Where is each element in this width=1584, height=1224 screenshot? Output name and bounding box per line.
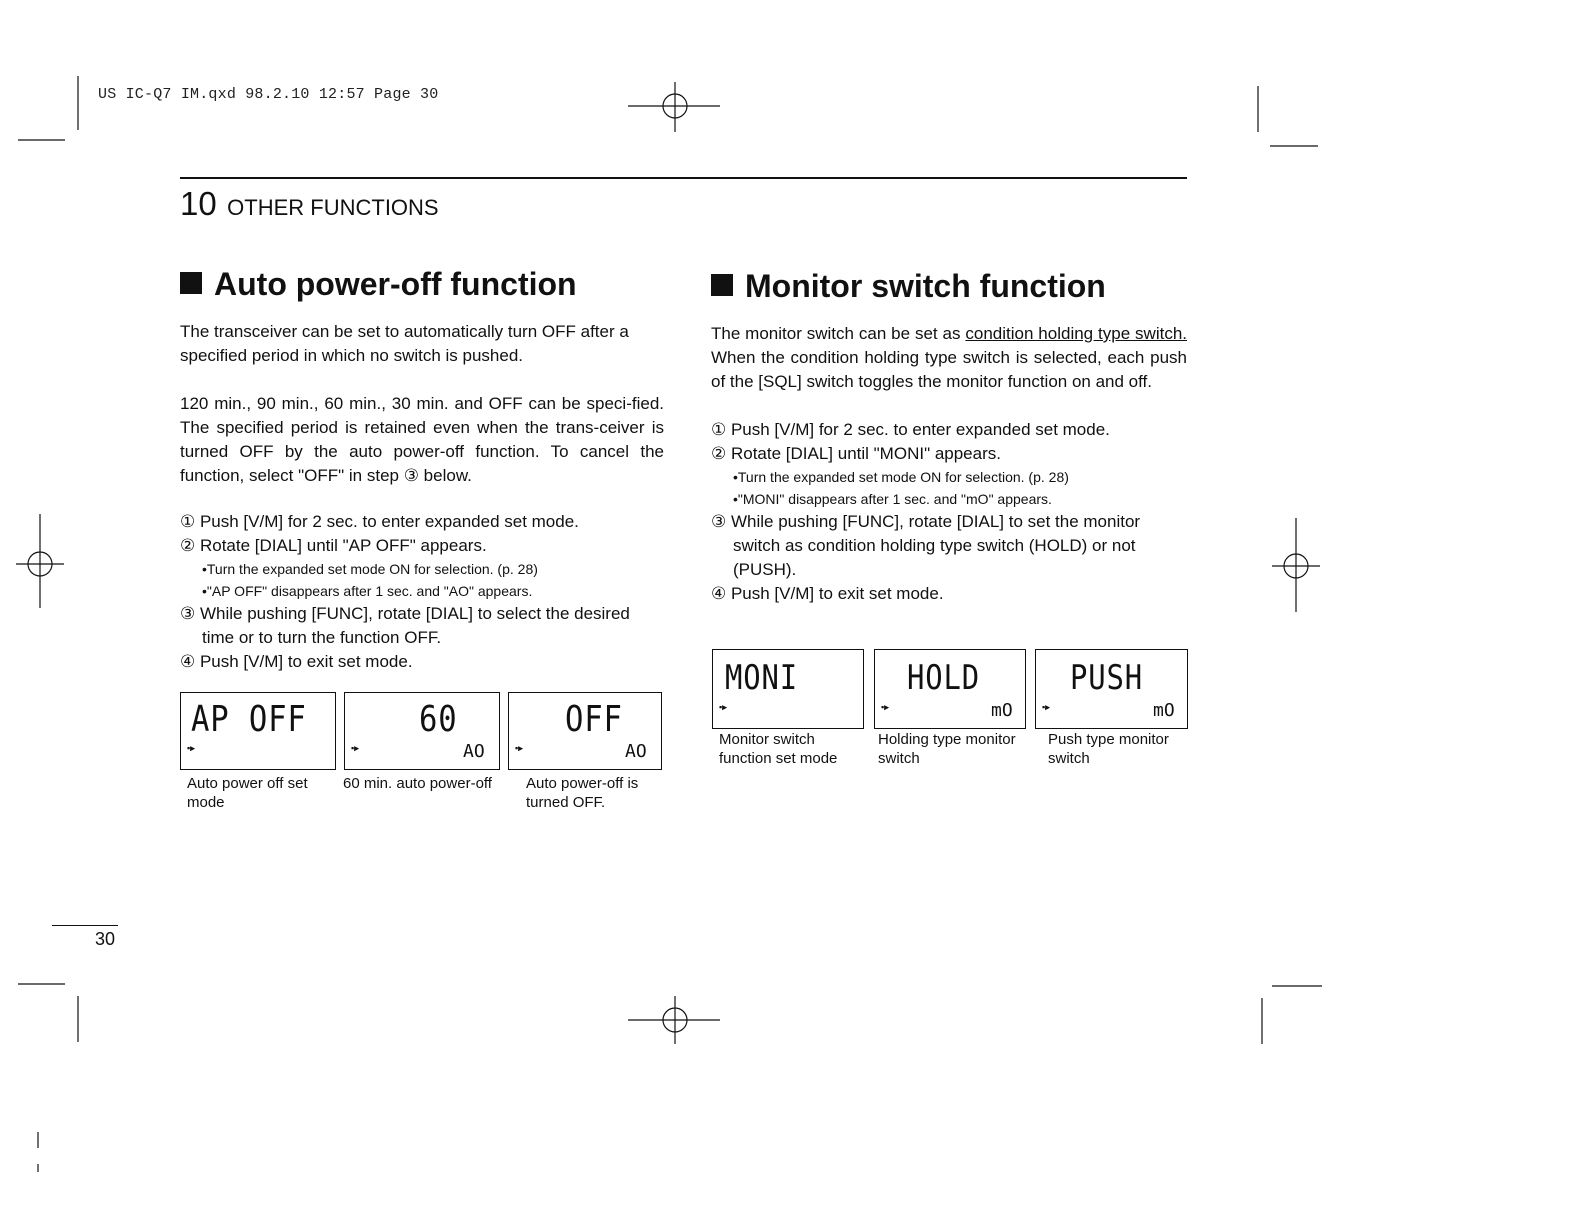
left-step-2-note-2: •"AP OFF" disappears after 1 sec. and "AO" appears. [202,583,533,599]
lcd-main-text: MONI [725,658,799,698]
right-intro: The monitor switch can be set as condition holding type switch. When the condition holding type switch is selected, each push of the [SQL] switch toggles the monitor function on and off. [711,324,1187,391]
lcd-caption: Holding type monitor switch [878,731,1016,767]
lcd-display [180,692,336,770]
left-options-paragraph: 120 min., 90 min., 60 min., 30 min. and OFF can be speci-fied. The specified period is retained even when the trans-ceiver is turned OFF by the auto power-off function. To cancel the function, select "OFF" in step ③ below. [180,394,664,485]
lcd-indicator-icon: ▪▸ [881,702,889,712]
lcd-small-text: mO [991,700,1013,721]
left-step-2: ② Rotate [DIAL] until "AP OFF" appears. [180,536,487,555]
registration-crosshair-icon [16,514,64,608]
lcd-main-text: OFF [565,699,623,740]
right-column [711,322,1187,606]
registration-crosshair-icon [1272,518,1320,612]
lcd-display [874,649,1026,729]
lcd-caption: Auto power-off is turned OFF. [526,775,639,811]
lcd-indicator-icon: ▪▸ [187,743,195,753]
right-step-2: ② Rotate [DIAL] until "MONI" appears. [711,444,1001,463]
right-step-3: ③ While pushing [FUNC], rotate [DIAL] to set the monitor [711,512,1141,531]
lcd-display [1035,649,1188,729]
left-step-2-note-1: •Turn the expanded set mode ON for selection. (p. 28) [202,561,538,577]
lcd-display [344,692,500,770]
printer-slug: US IC-Q7 IM.qxd 98.2.10 12:57 Page 30 [98,86,439,103]
lcd-caption: Push type monitor switch [1048,731,1169,767]
lcd-small-text: AO [625,741,647,762]
left-column [180,320,664,674]
lcd-indicator-icon: ▪▸ [515,743,523,753]
bullet-square-icon [711,274,733,296]
chapter-heading [180,185,439,223]
lcd-indicator-icon: ▪▸ [351,743,359,753]
lcd-indicator-icon: ▪▸ [719,702,727,712]
registration-crosshair-icon [628,82,720,132]
chapter-title: OTHER FUNCTIONS [227,195,439,220]
chapter-number: 10 [180,185,217,222]
left-step-4: ④ Push [V/M] to exit set mode. [180,652,413,671]
lcd-small-text: mO [1153,700,1175,721]
right-step-1: ① Push [V/M] for 2 sec. to enter expanded set mode. [711,420,1110,439]
bullet-square-icon [180,272,202,294]
lcd-caption: Monitor switch function set mode [719,731,838,767]
lcd-small-text: AO [463,741,485,762]
left-step-3: ③ While pushing [FUNC], rotate [DIAL] to select the desired [180,604,630,623]
right-step-2-note-2: •"MONI" disappears after 1 sec. and "mO" appears. [733,491,1052,507]
left-step-3-cont: time or to turn the function OFF. [202,628,442,647]
right-intro-underlined: condition holding type switch. [965,324,1187,343]
header-rule [180,177,1187,179]
left-step-1: ① Push [V/M] for 2 sec. to enter expanded set mode. [180,512,579,531]
lcd-main-text: AP OFF [191,699,307,740]
left-intro: The transceiver can be set to automatically turn OFF after a specified period in which no switch is pushed. [180,322,629,365]
left-section-title: Auto power-off function [180,266,577,303]
lcd-main-text: HOLD [907,658,981,698]
lcd-main-text: 60 [419,699,458,740]
lcd-caption: 60 min. auto power-off [343,775,492,792]
lcd-indicator-icon: ▪▸ [1042,702,1050,712]
page-number: 30 [95,929,116,949]
right-section-title: Monitor switch function [711,268,1106,305]
lcd-caption: Auto power off set mode [187,775,308,811]
right-step-4: ④ Push [V/M] to exit set mode. [711,584,944,603]
lcd-main-text: PUSH [1070,658,1144,698]
right-step-2-note-1: •Turn the expanded set mode ON for selection. (p. 28) [733,469,1069,485]
registration-crosshair-icon [628,996,720,1044]
right-step-3-cont: switch as condition holding type switch (HOLD) or not (PUSH). [733,536,1136,579]
page-number-rule [52,925,118,926]
lcd-display [508,692,662,770]
lcd-display [712,649,864,729]
